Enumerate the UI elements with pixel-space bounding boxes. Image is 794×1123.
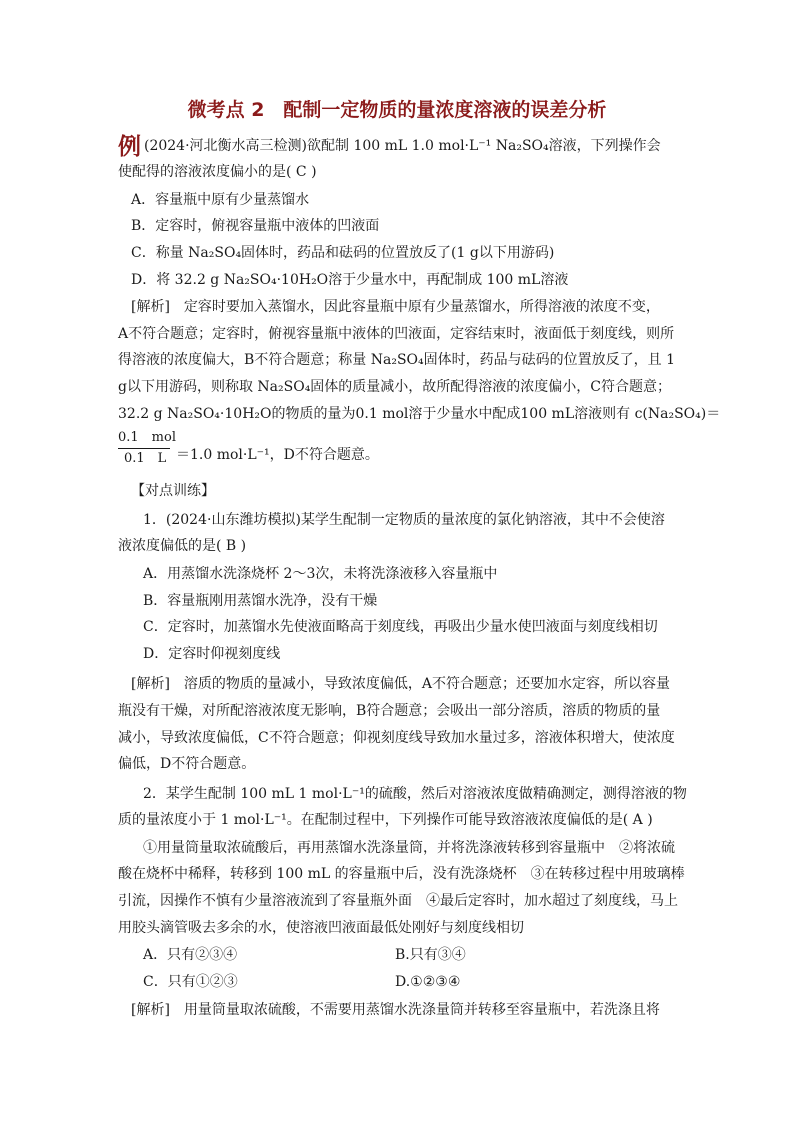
example-analysis-line-1: [解析] 定容时要加入蒸馏水，因此容量瓶中原有少量蒸馏水，所得溶液的浓度不变， [131, 299, 660, 315]
q1-option-d: D．定容时仰视刻度线 [143, 646, 281, 662]
example-analysis-line-2: A不符合题意；定容时，俯视容量瓶中液体的凹液面，定容结束时，液面低于刻度线，则所 [118, 326, 675, 342]
q2-stem-line-1: 2．某学生配制 100 mL 1 mol·L⁻¹的硫酸，然后对溶液浓度做精确测定，测得溶液的物 [143, 786, 687, 802]
q1-stem-line-2: 液浓度偏低的是( B ) [118, 538, 247, 554]
fraction-bar [118, 448, 170, 449]
q2-stem-line-5: 引流，因操作不慎有少量溶液流到了容量瓶外面 ④最后定容时，加水超过了刻度线，马上 [118, 893, 678, 909]
q1-stem-line-1: 1．(2024·山东潍坊模拟)某学生配制一定物质的量浓度的氯化钠溶液，其中不会使溶 [143, 512, 665, 528]
fraction-result: ＝1.0 mol·L⁻¹，D不符合题意。 [176, 447, 379, 463]
q1-option-c: C．定容时，加蒸馏水先使液面略高于刻度线，再吸出少量水使凹液面与刻度线相切 [143, 619, 658, 635]
example-stem-line-1: (2024·河北衡水高三检测)欲配制 100 mL 1.0 mol·L⁻¹ Na₂SO₄溶液，下列操作会 [144, 138, 661, 154]
q2-option-d: D.①②③④ [395, 974, 461, 990]
q1-option-b: B．容量瓶刚用蒸馏水洗净，没有干燥 [143, 593, 378, 609]
example-analysis-line-5: 32.2 g Na₂SO₄·10H₂O的物质的量为0.1 mol溶于少量水中配成100 mL溶液则有 c(Na₂SO₄)＝ [118, 406, 721, 422]
q2-stem-line-6: 用胶头滴管吸去多余的水，使溶液凹液面最低处刚好与刻度线相切 [118, 920, 524, 936]
q2-stem-line-3: ①用量筒量取浓硫酸后，再用蒸馏水洗涤量筒，并将洗涤液转移到容量瓶中 ②将浓硫 [143, 840, 675, 856]
training-header: 【对点训练】 [131, 483, 215, 499]
example-option-a: A．容量瓶中原有少量蒸馏水 [131, 192, 310, 208]
example-analysis-line-4: g以下用游码，则称取 Na₂SO₄固体的质量减小，故所配得溶液的浓度偏小，C符合题意； [118, 379, 672, 395]
page-title: 微考点 2 配制一定物质的量浓度溶液的误差分析 [187, 99, 607, 121]
q2-stem-line-2: 质的量浓度小于 1 mol·L⁻¹。在配制过程中，下列操作可能导致溶液浓度偏低的是( A ) [118, 812, 653, 828]
example-option-c: C．称量 Na₂SO₄固体时，药品和砝码的位置放反了(1 g以下用游码) [131, 245, 555, 261]
q2-option-b: B.只有③④ [395, 947, 466, 963]
fraction [118, 431, 176, 466]
q1-analysis-line-1: [解析] 溶质的物质的量减小，导致浓度偏低，A不符合题意；还要加水定容，所以容量 [131, 676, 671, 692]
example-stem-line-2: 使配得的溶液浓度偏小的是( C ) [118, 164, 317, 180]
example-option-d: D．将 32.2 g Na₂SO₄·10H₂O溶于少量水中，再配制成 100 mL溶液 [131, 272, 569, 288]
q2-stem-line-4: 酸在烧杯中稀释，转移到 100 mL 的容量瓶中后，没有洗涤烧杯 ③在转移过程中用玻璃棒 [118, 866, 685, 882]
q1-analysis-line-2: 瓶没有干燥，对所配溶液浓度无影响，B符合题意；会吸出一部分溶质，溶质的物质的量 [118, 703, 661, 719]
fraction-denominator: 0.1 L [124, 451, 167, 466]
fraction-numerator: 0.1 mol [118, 430, 176, 445]
q1-analysis-line-4: 偏低，D不符合题意。 [118, 756, 256, 772]
q2-analysis-line-1: [解析] 用量筒量取浓硫酸，不需要用蒸馏水洗涤量筒并转移至容量瓶中，若洗涤且将 [131, 1002, 660, 1018]
example-label: 例 [118, 134, 141, 160]
example-analysis-line-3: 得溶液的浓度偏大，B不符合题意；称量 Na₂SO₄固体时，药品与砝码的位置放反了，且 1 [118, 352, 675, 368]
q1-analysis-line-3: 减小，导致浓度偏低，C不符合题意；仰视刻度线导致加水量过多，溶液体积增大，使浓度 [118, 730, 675, 746]
q1-option-a: A．用蒸馏水洗涤烧杯 2～3次，未将洗涤液移入容量瓶中 [143, 566, 498, 582]
example-option-b: B．定容时，俯视容量瓶中液体的凹液面 [131, 218, 380, 234]
q2-option-a: A．只有②③④ [143, 947, 238, 963]
q2-option-c: C．只有①②③ [143, 974, 238, 990]
